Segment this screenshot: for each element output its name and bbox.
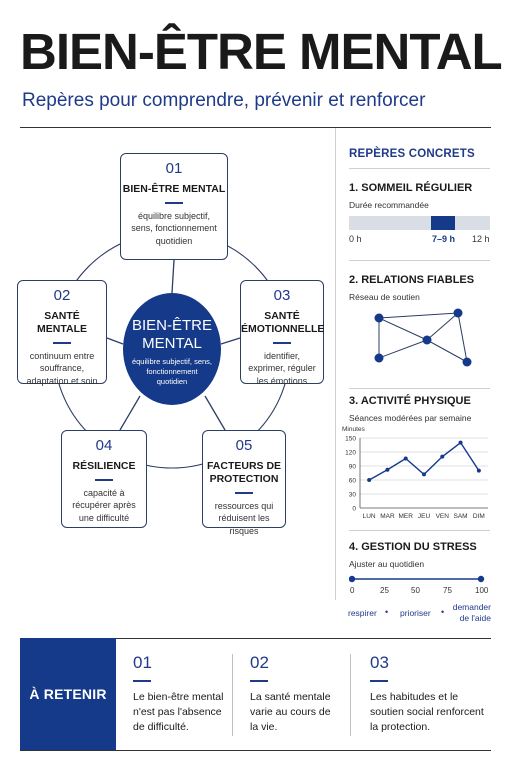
- bottom-bottom-divider: [20, 750, 491, 751]
- sleep-range-fill: [431, 216, 455, 230]
- activity-heading: 3. ACTIVITÉ PHYSIQUE: [349, 395, 471, 407]
- takeaway-03-text: Les habitudes et le soutien social renforcent la protection.: [370, 691, 484, 734]
- network-node: [375, 354, 384, 363]
- sleep-heading: 1. SOMMEIL RÉGULIER: [349, 182, 473, 194]
- y-axis-label: Minutes: [342, 426, 365, 433]
- page-title: BIEN-ÊTRE MENTAL: [20, 23, 502, 80]
- activity-divider: [349, 530, 490, 531]
- relations-divider: [349, 388, 490, 389]
- card-01-dash: [165, 202, 183, 204]
- card-01: [120, 153, 228, 260]
- connector-02: [107, 338, 123, 344]
- y-tick-label: 0: [352, 505, 356, 513]
- card-04-dash: [95, 479, 113, 481]
- card-02-heading: SANTÉ MENTALE: [37, 309, 87, 335]
- takeaway-01: [133, 653, 225, 736]
- card-01-desc: équilibre subjectif, sens, fonctionnement quotidien: [131, 210, 217, 246]
- retain-label: À RETENIR: [20, 638, 116, 750]
- takeaway-03-dash: [370, 680, 388, 682]
- right-title-divider: [349, 168, 490, 169]
- stress-action: demander de l'aide: [452, 602, 491, 624]
- x-tick-label: MAR: [380, 513, 395, 520]
- stress-action: prioriser: [400, 608, 431, 618]
- sleep-divider: [349, 260, 490, 261]
- column-divider: [335, 128, 336, 600]
- y-tick-label: 30: [348, 491, 356, 499]
- connector-04: [120, 396, 140, 430]
- takeaway-separator: [232, 654, 233, 736]
- stress-tick: 25: [380, 586, 389, 595]
- stress-scale-dot: [478, 576, 484, 582]
- sleep-range-bar: [349, 216, 490, 230]
- sleep-section: [349, 182, 490, 210]
- relations-heading: 2. RELATIONS FIABLES: [349, 274, 475, 286]
- stress-tick: 100: [475, 586, 489, 595]
- takeaway-separator: [350, 654, 351, 736]
- network-node: [423, 336, 432, 345]
- sleep-sub: Durée recommandée: [349, 200, 429, 210]
- x-tick-label: MER: [398, 513, 413, 520]
- takeaway-03-number: 03: [370, 653, 389, 672]
- takeaway-01-number: 01: [133, 653, 152, 672]
- x-tick-label: DIM: [472, 513, 485, 520]
- sleep-min-label: 0 h: [349, 234, 362, 244]
- takeaway-02-dash: [250, 680, 268, 682]
- card-03: [240, 280, 324, 384]
- card-01-number: 01: [165, 160, 183, 177]
- x-tick-label: JEU: [417, 513, 431, 520]
- center-hub-desc: équilibre subjectif, sens, fonctionnement quotidien: [131, 357, 213, 386]
- card-03-desc: identifier, exprimer, réguler les émotions: [248, 350, 316, 386]
- stress-tick: 50: [411, 586, 420, 595]
- right-title: REPÈRES CONCRETS: [349, 148, 475, 160]
- activity-point: [422, 472, 426, 476]
- x-tick-label: VEN: [435, 513, 449, 520]
- card-04: [61, 430, 147, 528]
- card-01-heading: BIEN-ÊTRE MENTAL: [122, 182, 226, 195]
- takeaway-03: [370, 653, 488, 736]
- card-04-desc: capacité à récupérer après une difficulté: [72, 487, 136, 523]
- card-05: [202, 430, 286, 536]
- activity-point: [477, 469, 481, 473]
- network-node: [375, 314, 384, 323]
- card-02: [17, 280, 107, 384]
- stress-tick: 0: [350, 586, 355, 595]
- stress-heading: 4. GESTION DU STRESS: [349, 541, 477, 553]
- activity-point: [459, 441, 463, 445]
- takeaway-01-text: Le bien-être mental n'est pas l'absence de difficulté.: [133, 691, 224, 734]
- stress-action: respirer: [348, 608, 377, 618]
- card-03-number: 03: [273, 287, 291, 304]
- card-05-dash: [235, 492, 253, 494]
- center-hub: [123, 293, 221, 405]
- support-network-graph: [349, 300, 490, 380]
- y-tick-label: 60: [348, 477, 356, 485]
- network-node: [454, 309, 463, 318]
- stress-action-separator: •: [441, 607, 445, 617]
- connector-01: [172, 260, 174, 293]
- x-tick-label: SAM: [453, 513, 468, 520]
- stress-scale: [349, 573, 490, 585]
- activity-line-chart: [338, 423, 491, 525]
- relations-section: [349, 274, 490, 302]
- activity-point: [440, 455, 444, 459]
- network-node: [463, 358, 472, 367]
- y-tick-label: 120: [345, 449, 356, 457]
- activity-section: [349, 395, 490, 423]
- activity-point: [367, 478, 371, 482]
- card-05-number: 05: [235, 437, 253, 454]
- relations-sub: Réseau de soutien: [349, 292, 420, 302]
- center-hub-title: BIEN-ÊTRE MENTAL: [131, 317, 212, 352]
- activity-point: [385, 468, 389, 472]
- card-05-desc: ressources qui réduisent les risques: [214, 500, 274, 536]
- connector-03: [221, 338, 240, 344]
- card-03-heading: SANTÉ ÉMOTIONNELLE: [241, 309, 325, 335]
- sleep-range-label: 7–9 h: [432, 234, 456, 244]
- stress-tick: 75: [443, 586, 452, 595]
- card-04-heading: RÉSILIENCE: [72, 459, 136, 472]
- takeaway-01-dash: [133, 680, 151, 682]
- card-03-dash: [273, 342, 291, 344]
- takeaway-02: [250, 653, 338, 736]
- stress-action-separator: •: [385, 607, 389, 617]
- stress-section: [349, 541, 490, 569]
- x-tick-label: LUN: [362, 513, 376, 520]
- takeaway-02-text: La santé mentale varie au cours de la vie.: [250, 691, 331, 734]
- y-tick-label: 150: [345, 435, 356, 443]
- card-05-heading: FACTEURS DE PROTECTION: [206, 459, 282, 485]
- page-subtitle: Repères pour comprendre, prévenir et renforcer: [22, 90, 426, 111]
- stress-sub: Ajuster au quotidien: [349, 559, 425, 569]
- stress-scale-dot: [349, 576, 355, 582]
- card-02-number: 02: [53, 287, 71, 304]
- concept-diagram: [0, 128, 335, 608]
- y-tick-label: 90: [348, 463, 356, 471]
- card-02-desc: continuum entre souffrance, adaptation et soin: [26, 350, 98, 386]
- card-04-number: 04: [95, 437, 113, 454]
- activity-sub: Séances modérées par semaine: [349, 413, 472, 423]
- takeaway-02-number: 02: [250, 653, 269, 672]
- card-02-dash: [53, 342, 71, 344]
- connector-05: [205, 396, 225, 430]
- activity-point: [404, 457, 408, 461]
- sleep-max-label: 12 h: [472, 234, 490, 244]
